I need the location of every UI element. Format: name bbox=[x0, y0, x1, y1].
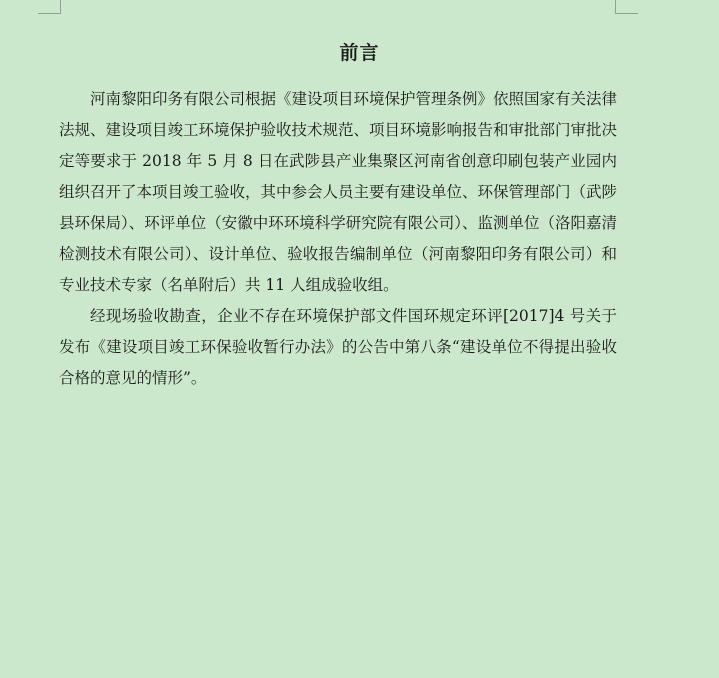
paragraph-2: 经现场验收勘查，企业不存在环境保护部文件国环规定环评[2017]4 号关于发布《建设项目竣工环保验收暂行办法》的公告中第八条“建设单位不得提出验收合格的意见的情形”。 bbox=[59, 307, 617, 387]
page-title: 前言 bbox=[339, 42, 380, 64]
paragraph-1: 河南黎阳印务有限公司根据《建设项目环境保护管理条例》依照国家有关法律法规、建设项目竣工环境保护验收技术规范、项目环境影响报告和审批部门审批决定等要求于 2018 年 5 月 8 日在武陟县产业集聚区河南省创意印刷包装产业园内组织召开了本项目竣工验收，其中参会人员主要有建设单位、环保管理部门（武陟县环保局）、环评单位（安徽中环环境科学研究院有限公司）、监测单位（洛阳嘉清检测技术有限公司）、设计单位、验收报告编制单位（河南黎阳印务有限公司）和专业技术专家（名单附后）共 11 人组成验收组。 bbox=[59, 90, 618, 294]
document-body bbox=[59, 84, 617, 394]
page-corner-mark-right bbox=[615, 0, 638, 14]
page-corner-mark-left bbox=[38, 0, 61, 14]
